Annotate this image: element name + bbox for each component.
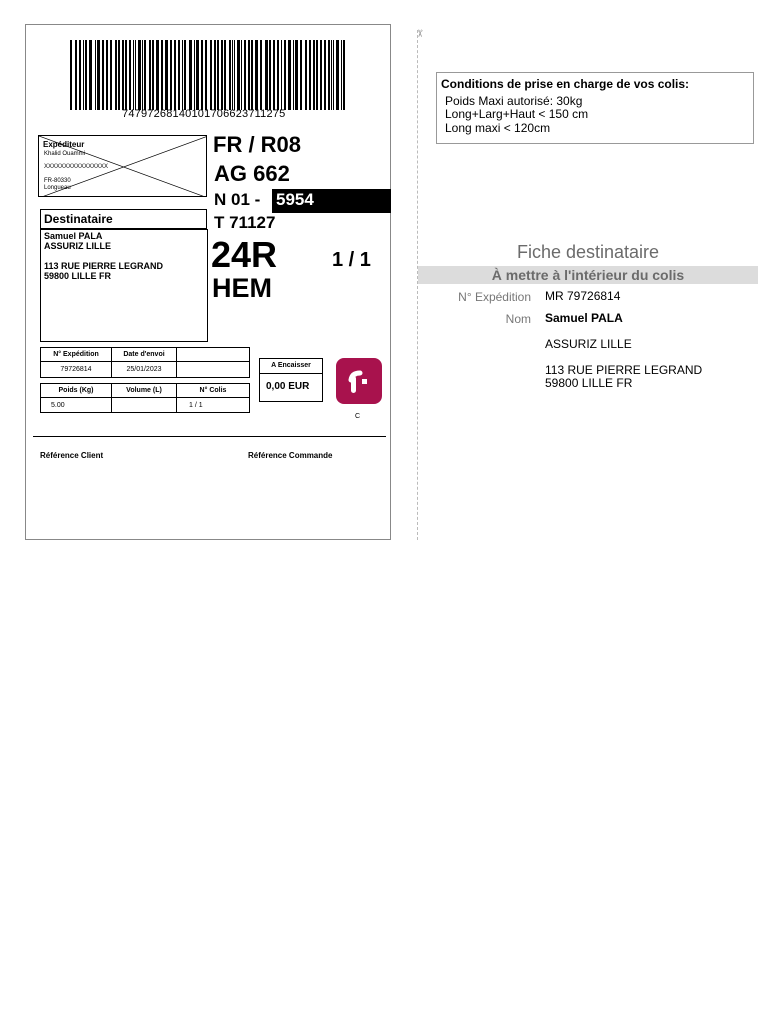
route-line1: FR / R08 [213, 132, 302, 157]
barcode-bar [149, 40, 151, 110]
sender-box [38, 135, 207, 197]
barcode-bar [97, 40, 100, 110]
route-line2: AG 662 [214, 161, 290, 186]
carrier-logo [336, 358, 382, 404]
fiche-label-nom: Nom [505, 312, 531, 326]
sender-title: Expéditeur [43, 140, 85, 149]
barcode-bar [324, 40, 326, 110]
fiche-city: 59800 LILLE FR [545, 376, 633, 390]
barcode-bar [229, 40, 231, 110]
barcode-bar [293, 40, 294, 110]
barcode-bar [309, 40, 311, 110]
barcode-bar [316, 40, 318, 110]
barcode-bar [129, 40, 131, 110]
sender-postal: FR-80330 [44, 178, 71, 184]
barcode-bar [277, 40, 279, 110]
fiche-value-nom: Samuel PALA [545, 311, 623, 325]
barcode-bar [125, 40, 127, 110]
header-expedition: N° Expédition [41, 348, 112, 362]
recipient-city: 59800 LILLE FR [44, 271, 112, 281]
fiche-company: ASSURIZ LILLE [545, 337, 632, 351]
sender-line2: XXXXXXXXXXXXXXXX [44, 164, 109, 170]
barcode-bar [224, 40, 226, 110]
barcode-bar [341, 40, 342, 110]
barcode-bar [156, 40, 159, 110]
barcode-bar [205, 40, 207, 110]
barcode-bar [85, 40, 87, 110]
value-date: 25/01/2023 [112, 362, 177, 378]
barcode-bar [288, 40, 291, 110]
fiche-value-expedition: MR 79726814 [545, 289, 621, 303]
barcode-bar [83, 40, 84, 110]
barcode-bar [161, 40, 163, 110]
sender-name: Khalid Ouammi [44, 151, 86, 157]
barcode-bar [281, 40, 282, 110]
header-volume: Volume (L) [112, 384, 177, 398]
barcode-bar [244, 40, 246, 110]
barcode-bar [89, 40, 92, 110]
barcode-number: 74797268140101706623711275 [122, 108, 286, 120]
shipment-info-table [40, 347, 250, 378]
value-weight: 5.00 [41, 398, 112, 413]
barcode-bar [122, 40, 124, 110]
barcode [70, 40, 346, 110]
cod-box [259, 358, 323, 402]
header-colis: N° Colis [177, 384, 250, 398]
barcode-bar [343, 40, 345, 110]
barcode-bar [142, 40, 143, 110]
barcode-bar [95, 40, 96, 110]
barcode-bar [110, 40, 112, 110]
conditions-line2: Long+Larg+Haut < 150 cm [445, 107, 589, 121]
conditions-line3: Long maxi < 120cm [445, 121, 551, 135]
recipient-title: Destinataire [40, 209, 207, 229]
barcode-bar [214, 40, 216, 110]
cut-line [417, 30, 418, 540]
barcode-bar [106, 40, 108, 110]
barcode-bar [295, 40, 298, 110]
barcode-bar [75, 40, 77, 110]
barcode-bar [260, 40, 262, 110]
barcode-bar [237, 40, 240, 110]
divider [33, 436, 386, 437]
barcode-bar [189, 40, 192, 110]
reference-commande: Référence Commande [248, 451, 333, 460]
scissors-icon: ✂ [413, 29, 425, 38]
barcode-bar [232, 40, 233, 110]
fiche-title: Fiche destinataire [516, 242, 660, 262]
route-hub: HEM [212, 273, 272, 303]
barcode-bar [300, 40, 302, 110]
barcode-bar [255, 40, 258, 110]
barcode-bar [133, 40, 134, 110]
empty-cell [177, 348, 250, 362]
header-date: Date d'envoi [112, 348, 177, 362]
recipient-name: Samuel PALA [44, 231, 103, 241]
barcode-bar [305, 40, 307, 110]
route-n-code: 5954 [272, 189, 391, 213]
barcode-bar [336, 40, 339, 110]
barcode-bar [320, 40, 322, 110]
barcode-bar [234, 40, 235, 110]
barcode-bar [241, 40, 242, 110]
barcode-bar [170, 40, 172, 110]
barcode-bar [174, 40, 176, 110]
barcode-bar [248, 40, 250, 110]
fiche-subtitle: À mettre à l'intérieur du colis [418, 266, 758, 284]
barcode-bar [269, 40, 271, 110]
fiche-label-expedition: N° Expédition [458, 290, 531, 304]
logo-caption: C [355, 413, 361, 420]
barcode-bar [251, 40, 253, 110]
barcode-bar [135, 40, 136, 110]
barcode-bar [152, 40, 154, 110]
value-volume [112, 398, 177, 413]
barcode-bar [331, 40, 332, 110]
barcode-bar [182, 40, 183, 110]
cod-title: A Encaisser [260, 359, 322, 374]
barcode-bar [184, 40, 186, 110]
route-n-prefix: N 01 - [214, 190, 261, 209]
header-weight: Poids (Kg) [41, 384, 112, 398]
cod-amount: 0,00 EUR [266, 381, 310, 392]
barcode-bar [284, 40, 286, 110]
barcode-bar [273, 40, 275, 110]
reference-client: Référence Client [40, 451, 104, 460]
recipient-street: 113 RUE PIERRE LEGRAND [44, 261, 164, 271]
barcode-bar [221, 40, 223, 110]
barcode-bar [79, 40, 81, 110]
value-colis: 1 / 1 [177, 398, 250, 413]
value-expedition: 79726814 [41, 362, 112, 378]
empty-cell [177, 362, 250, 378]
parcel-count: 1 / 1 [332, 249, 371, 271]
barcode-bar [217, 40, 219, 110]
barcode-bar [328, 40, 330, 110]
barcode-bar [118, 40, 120, 110]
conditions-box [436, 72, 754, 144]
recipient-company: ASSURIZ LILLE [44, 241, 111, 251]
fiche-street: 113 RUE PIERRE LEGRAND [545, 363, 703, 377]
sender-city: Longueau [44, 185, 71, 191]
barcode-bar [178, 40, 180, 110]
parcel-info-table [40, 383, 250, 413]
barcode-bar [265, 40, 268, 110]
barcode-bar [138, 40, 141, 110]
conditions-line1: Poids Maxi autorisé: 30kg [445, 94, 583, 108]
barcode-bar [196, 40, 199, 110]
barcode-bar [70, 40, 72, 110]
conditions-title: Conditions de prise en charge de vos colis: [441, 77, 690, 91]
barcode-bar [194, 40, 195, 110]
barcode-bar [201, 40, 203, 110]
barcode-bar [165, 40, 168, 110]
route-t-line: T 71127 [214, 213, 276, 232]
route-big-code: 24R [211, 234, 278, 275]
barcode-bar [115, 40, 117, 110]
barcode-bar [210, 40, 212, 110]
carrier-logo-icon [336, 358, 382, 404]
barcode-bar [333, 40, 334, 110]
barcode-bar [102, 40, 104, 110]
barcode-bar [313, 40, 315, 110]
barcode-bar [144, 40, 146, 110]
